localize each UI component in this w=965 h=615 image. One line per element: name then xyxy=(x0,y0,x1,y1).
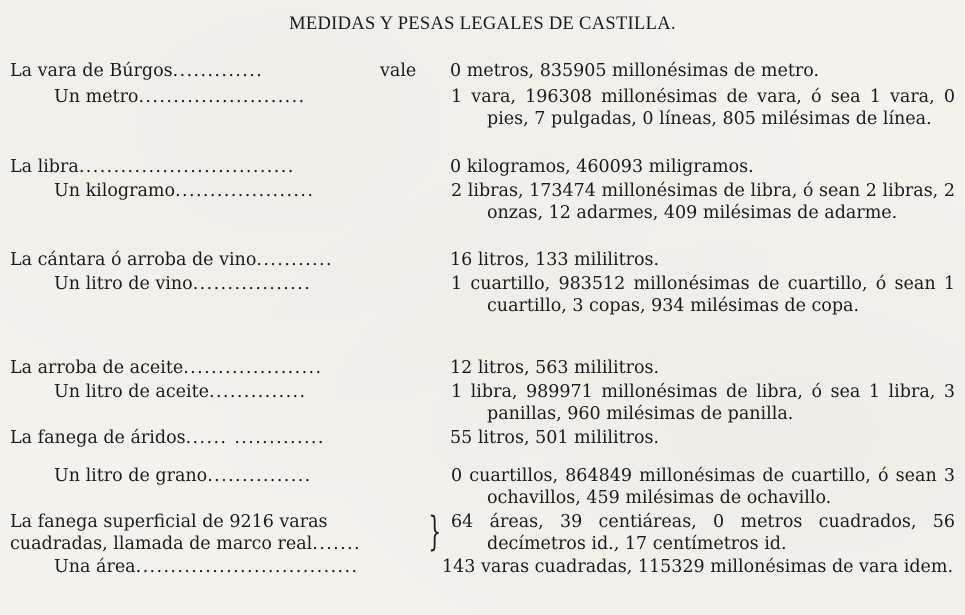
brace-glyph: } xyxy=(428,509,442,555)
vale-word: vale xyxy=(380,61,417,81)
row-label-vara-de-burgos: La vara de Búrgos............. vale xyxy=(10,61,417,81)
row-label-un-kilogramo: Un kilogramo.................... xyxy=(54,181,315,201)
row-value-un-litro-de-grano: 0 cuartillos, 864849 millonésimas de cuartillo, ó sean 3 ochavillos, 459 milésimas de ochavillo. xyxy=(451,466,955,508)
row-value-fanega-superficial: 64 áreas, 39 centiáreas, 0 metros cuadrados, 56 decímetros id., 17 centímetros id. xyxy=(451,512,955,554)
row-label-cantara-de-vino: La cántara ó arroba de vino........... xyxy=(10,250,333,270)
row-label-un-litro-de-vino: Un litro de vino................. xyxy=(54,274,312,294)
row-label-un-metro: Un metro........................ xyxy=(54,87,306,107)
row-label-fanega-de-aridos: La fanega de áridos...... ............. xyxy=(10,428,325,448)
row-label-la-libra: La libra............................... xyxy=(10,157,295,177)
row-value-fanega-de-aridos: 55 litros, 501 mililitros. xyxy=(450,428,660,448)
row-value-una-area: 143 varas cuadradas, 115329 millonésimas de vara idem. xyxy=(442,557,954,577)
row-value-vara-de-burgos: 0 metros, 835905 millonésimas de metro. xyxy=(450,61,820,81)
row-value-arroba-de-aceite: 12 litros, 563 mililitros. xyxy=(450,358,660,378)
row-label-una-area: Una área................................ xyxy=(54,557,359,577)
row-value-un-kilogramo: 2 libras, 173474 millonésimas de libra, ó sean 2 libras, 2 onzas, 12 adarmes, 409 milésimas de adarme. xyxy=(451,181,955,223)
row-value-un-metro: 1 vara, 196308 millonésimas de vara, ó sea 1 vara, 0 pies, 7 pulgadas, 0 líneas, 805 milésimas de línea. xyxy=(451,87,955,129)
row-label-arroba-de-aceite: La arroba de aceite.................... xyxy=(10,358,323,378)
row-value-un-litro-de-aceite: 1 libra, 989971 millonésimas de libra, ó sea 1 libra, 3 panillas, 960 milésimas de panilla. xyxy=(451,382,955,424)
row-label-fanega-superficial: La fanega superficial de 9216 varas cuadradas, llamada de marco real....... xyxy=(10,512,362,554)
row-value-cantara-de-vino: 16 litros, 133 mililitros. xyxy=(450,250,660,270)
row-label-un-litro-de-aceite: Un litro de aceite.............. xyxy=(54,382,307,402)
row-label-un-litro-de-grano: Un litro de grano............... xyxy=(54,466,312,486)
row-value-la-libra: 0 kilogramos, 460093 miligramos. xyxy=(450,157,754,177)
page-title: MEDIDAS Y PESAS LEGALES DE CASTILLA. xyxy=(289,14,676,34)
row-value-un-litro-de-vino: 1 cuartillo, 983512 millonésimas de cuartillo, ó sean 1 cuartillo, 3 copas, 934 milésimas de copa. xyxy=(451,274,955,316)
